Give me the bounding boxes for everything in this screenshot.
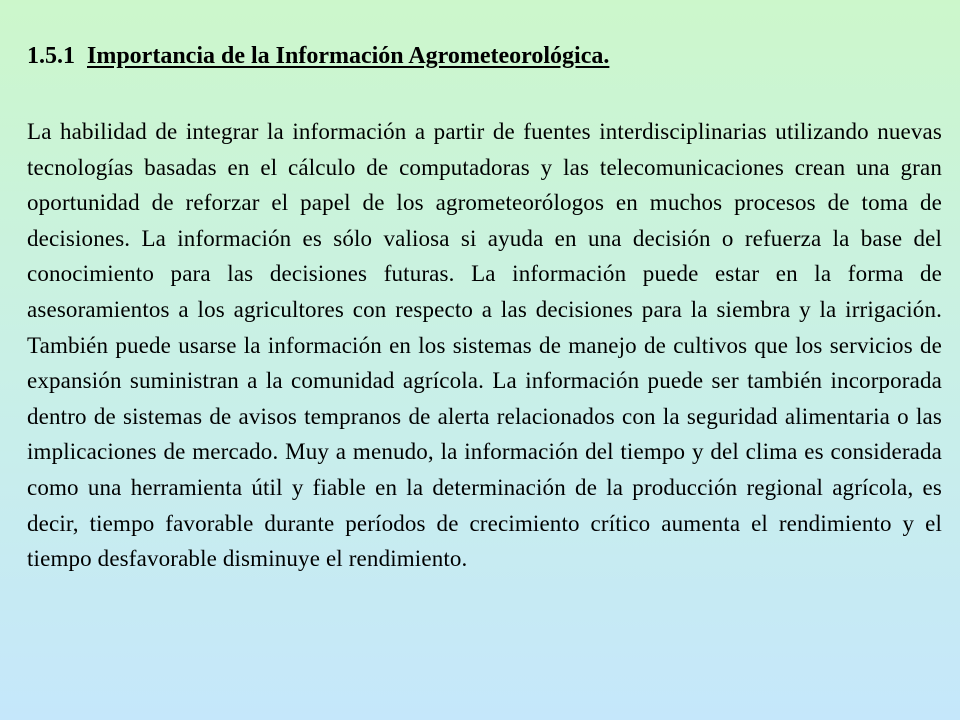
- body-paragraph: La habilidad de integrar la información a partir de fuentes interdisciplinarias utilizando nuevas tecnologías basadas en el cálculo de computadoras y las telecomunicaciones crean una gran oportunidad de reforzar el papel de los agrometeorólogos en muchos procesos de toma de decisiones. La información es sólo valiosa si ayuda en una decisión o refuerza la base del conocimiento para las decisiones futuras. La información puede estar en la forma de asesoramientos a los agricultores con respecto a las decisiones para la siembra y la irrigación. También puede usarse la información en los sistemas de manejo de cultivos que los servicios de expansión suministran a la comunidad agrícola. La información puede ser también incorporada dentro de sistemas de avisos tempranos de alerta relacionados con la seguridad alimentaria o las implicaciones de mercado. Muy a menudo, la información del tiempo y del clima es considerada como una herramienta útil y fiable en la determinación de la producción regional agrícola, es decir, tiempo favorable durante períodos de crecimiento crítico aumenta el rendimiento y el tiempo desfavorable disminuye el rendimiento.: [27, 119, 942, 572]
- section-title: Importancia de la Información Agrometeorológica.: [87, 43, 610, 69]
- section-heading: [27, 36, 609, 76]
- section-number: 1.5.1: [27, 43, 75, 69]
